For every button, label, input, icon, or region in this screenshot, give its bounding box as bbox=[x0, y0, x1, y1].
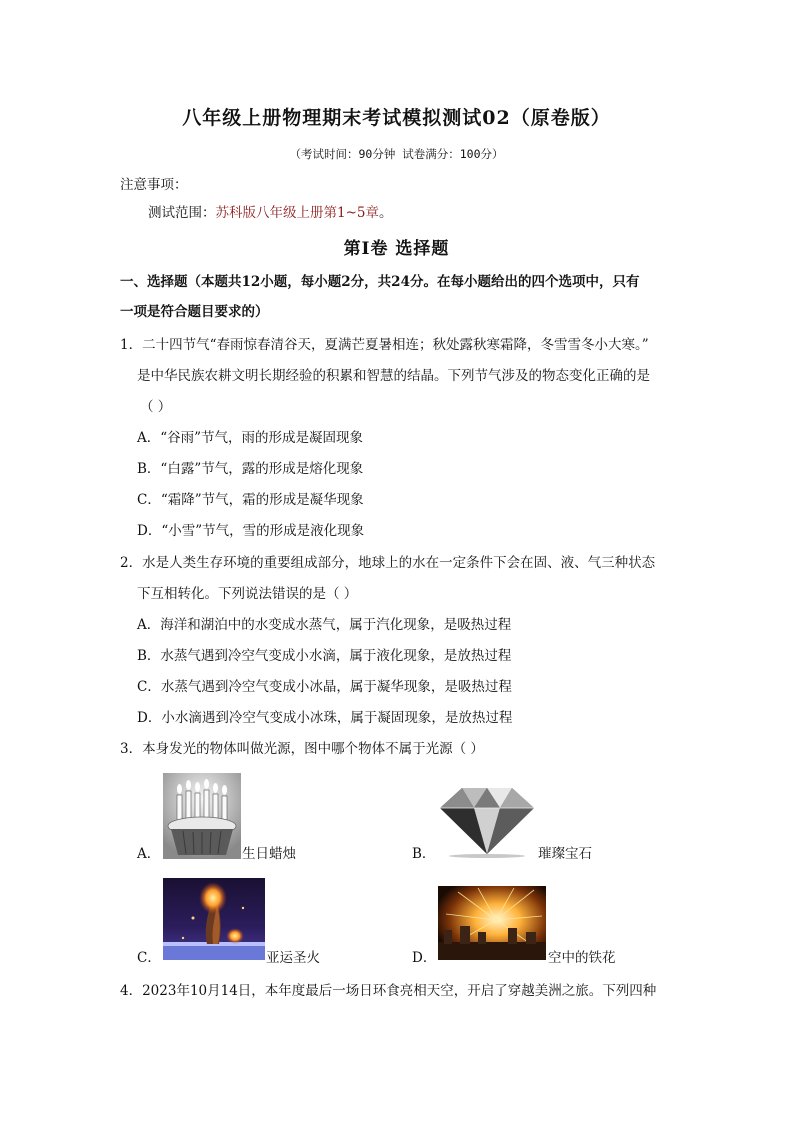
part-heading-line-2: 一项是符合题目要求的） bbox=[120, 304, 269, 320]
q3-option-c-caption: 亚运圣火 bbox=[266, 950, 320, 966]
q3-option-b-caption: 璀璨宝石 bbox=[538, 846, 592, 862]
scope-value: 苏科版八年级上册第1~5章 bbox=[215, 205, 379, 221]
section-title: 第Ⅰ卷 选择题 bbox=[343, 239, 450, 259]
q3-option-d-letter: D． bbox=[412, 950, 437, 966]
q3-option-a-letter: A． bbox=[137, 846, 161, 862]
part-heading-line-1: 一、选择题（本题共12小题，每小题2分，共24分。在每小题给出的四个选项中，只有 bbox=[120, 274, 640, 290]
gemstone-image bbox=[438, 780, 536, 858]
q1-stem-line-2: 是中华民族农耕文明长期经验的积累和智慧的结晶。下列节气涉及的物态变化正确的是 bbox=[137, 368, 650, 384]
q3-option-c-letter: C． bbox=[137, 950, 161, 966]
scope-prefix: 测试范围： bbox=[148, 205, 216, 221]
exam-info: （考试时间：90分钟 试卷满分：100分） bbox=[289, 147, 504, 161]
q2-option-d: D．小水滴遇到冷空气变成小冰珠，属于凝固现象，是放热过程 bbox=[137, 710, 513, 726]
birthday-candles-image bbox=[163, 773, 241, 859]
iron-flower-fireworks-image bbox=[438, 886, 546, 960]
page-title: 八年级上册物理期末考试模拟测试02（原卷版） bbox=[182, 107, 611, 129]
q1-answer-blank: （ ） bbox=[140, 399, 172, 415]
q3-option-b-letter: B． bbox=[412, 846, 436, 862]
q2-option-c: C．水蒸气遇到冷空气变成小冰晶，属于凝华现象，是吸热过程 bbox=[137, 679, 512, 695]
q2-stem-line-2: 下互相转化。下列说法错误的是（ ） bbox=[137, 586, 358, 602]
q3-option-d-caption: 空中的铁花 bbox=[548, 950, 616, 966]
q3-stem-line-1: 3．本身发光的物体叫做光源，图中哪个物体不属于光源（ ） bbox=[120, 741, 484, 757]
q1-option-c: C．“霜降”节气，霜的形成是凝华现象 bbox=[137, 492, 364, 508]
q1-option-a: A．“谷雨”节气，雨的形成是凝固现象 bbox=[137, 430, 364, 446]
asian-games-torch-image bbox=[163, 878, 265, 960]
q1-option-d: D．“小雪”节气，雪的形成是液化现象 bbox=[137, 523, 365, 539]
q1-stem-line-1: 1．二十四节气“春雨惊春清谷天，夏满芒夏暑相连；秋处露秋寒霜降，冬雪雪冬小大寒。” bbox=[120, 337, 649, 353]
notice-label: 注意事项： bbox=[120, 177, 188, 193]
scope-line bbox=[148, 204, 393, 222]
q1-option-b: B．“白露”节气，露的形成是熔化现象 bbox=[137, 461, 364, 477]
scope-suffix: 。 bbox=[379, 205, 393, 221]
q2-option-a: A．海洋和湖泊中的水变成水蒸气，属于汽化现象，是吸热过程 bbox=[137, 617, 512, 633]
q3-option-a-caption: 生日蜡烛 bbox=[242, 846, 296, 862]
q2-option-b: B．水蒸气遇到冷空气变成小水滴，属于液化现象，是放热过程 bbox=[137, 648, 512, 664]
q4-stem-line-1: 4．2023年10月14日，本年度最后一场日环食亮相天空，开启了穿越美洲之旅。下列四种 bbox=[120, 983, 657, 999]
q2-stem-line-1: 2．水是人类生存环境的重要组成部分，地球上的水在一定条件下会在固、液、气三种状态 bbox=[120, 555, 656, 571]
